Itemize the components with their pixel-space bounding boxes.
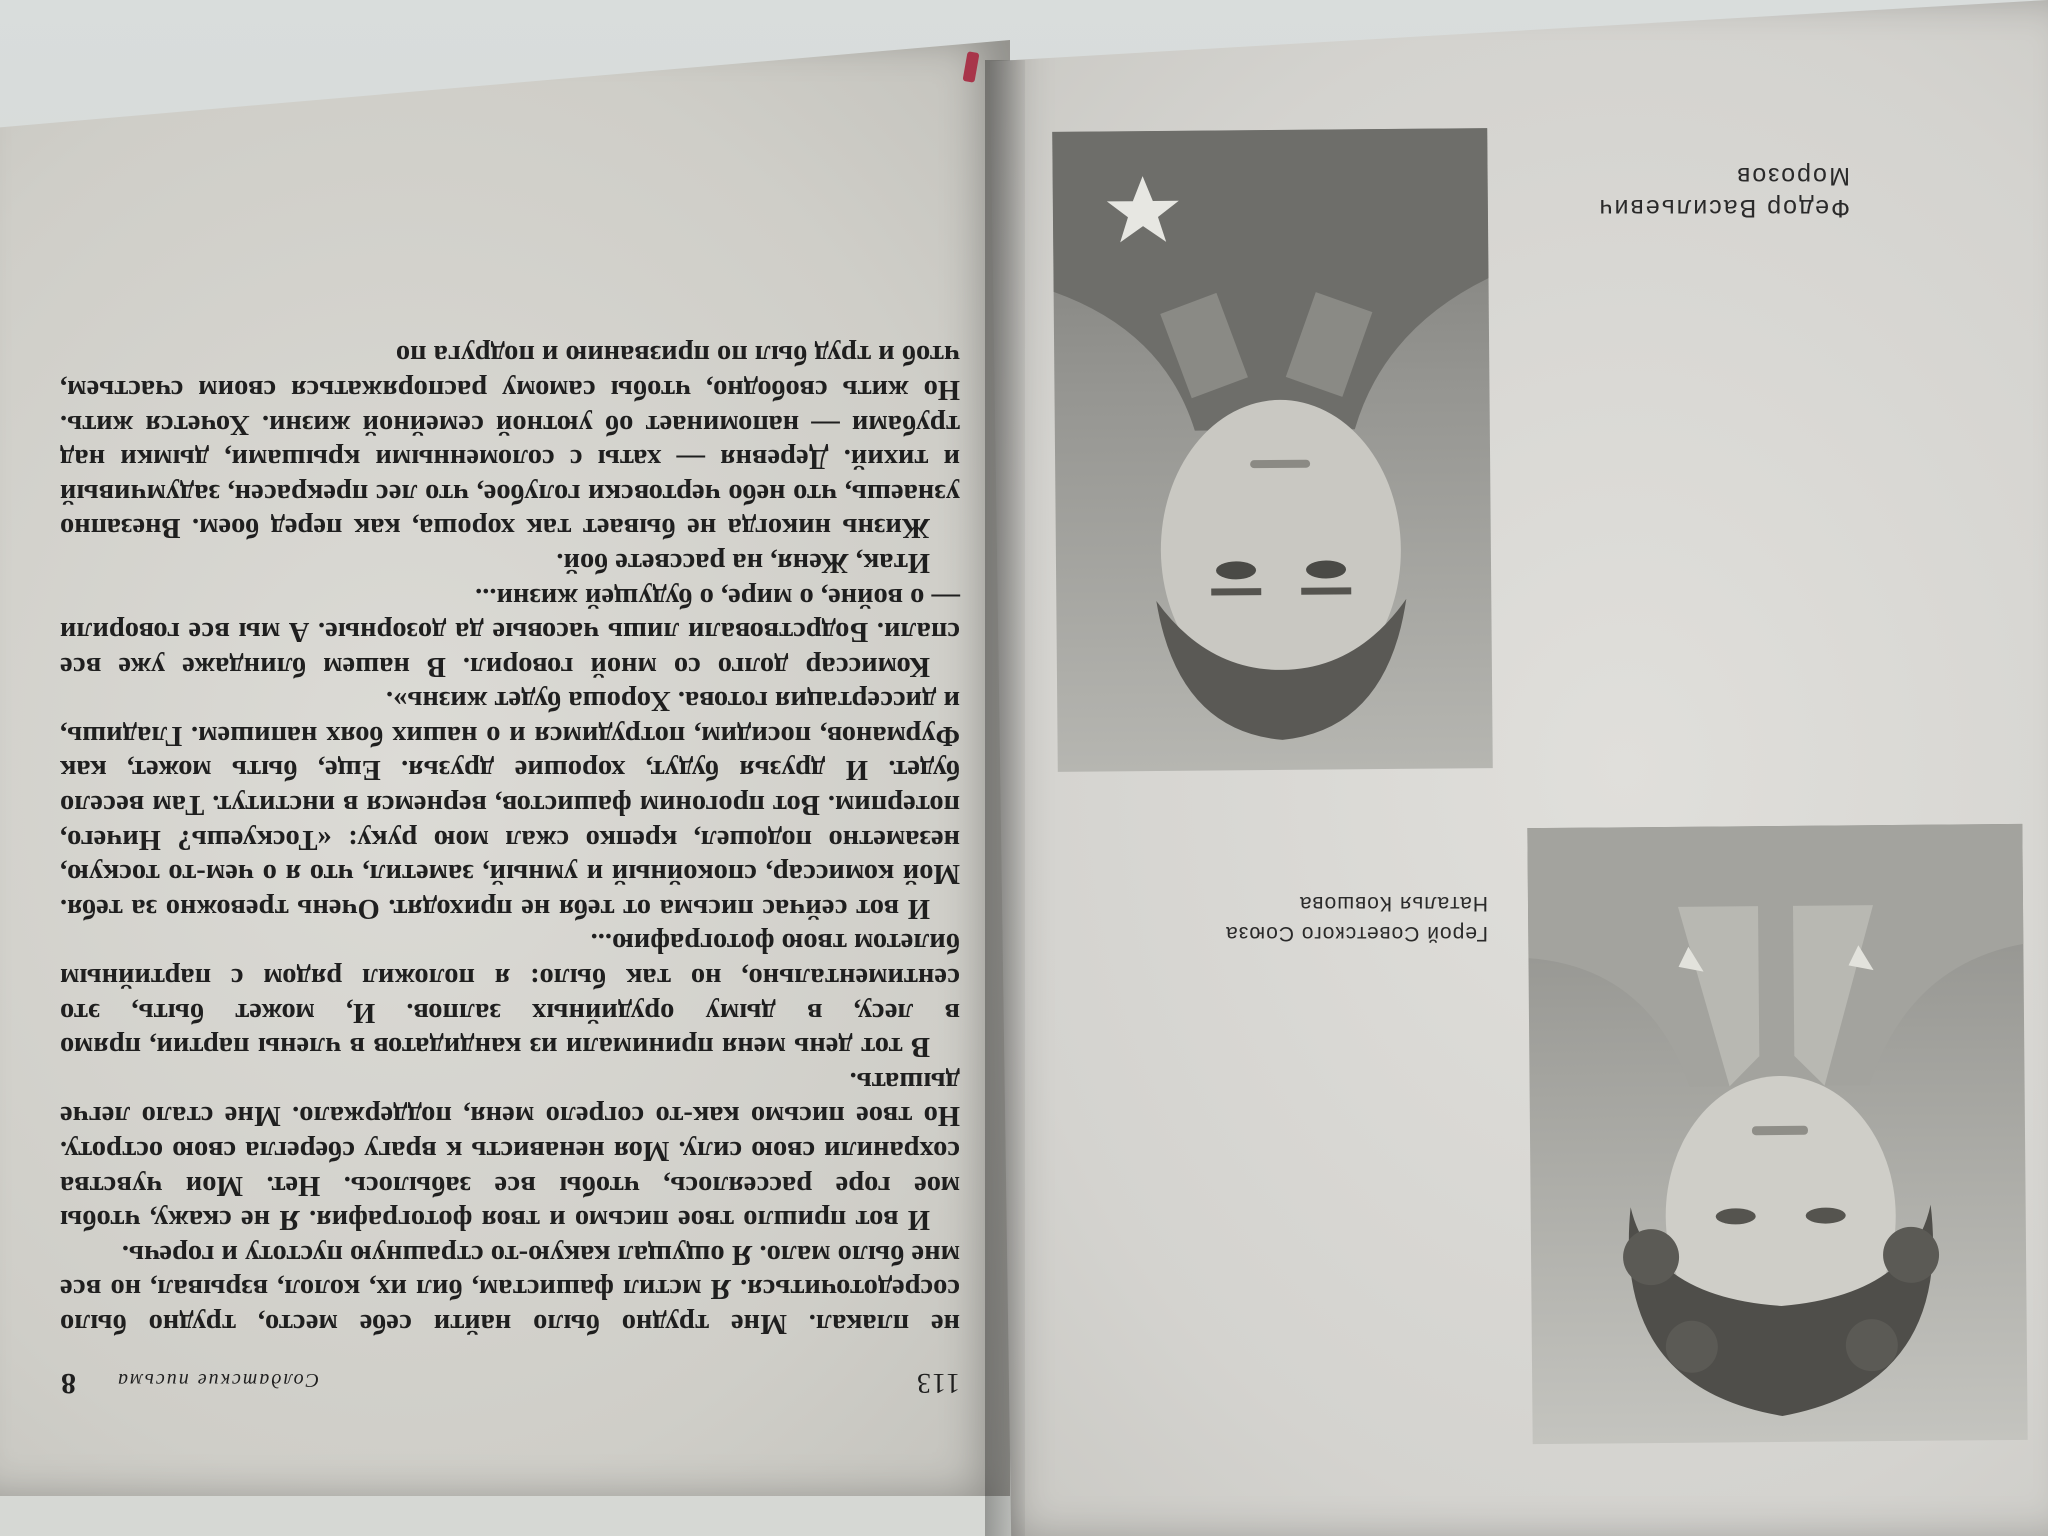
- chapter-number: 8: [60, 1367, 76, 1400]
- portrait-photo-kovshova: [1527, 824, 2027, 1444]
- caption-morozov: [1540, 160, 1850, 224]
- paragraph: Итак, Женя, на рассвете бой.: [556, 546, 930, 578]
- caption-line: Герой Советского Союза: [1225, 922, 1488, 945]
- paragraph: Комиссар долго со мной говорил. В нашем блиндаже уже все спали. Бодрствовали лишь часовые да дозорные. А мы все говорили — о войне, о мире, о будущей жизни...: [60, 581, 960, 682]
- paragraph: не плакал. Мне трудно было найти себе место, трудно было сосредоточиться. Я мстил фашистам, бил их, колол, взрывал, но все мне было мало. Я ощущал какую-то страшную пустоту и горечь.: [60, 1238, 960, 1339]
- caption-kovshova: [1148, 888, 1488, 948]
- portrait-silhouette: [1527, 824, 2027, 1444]
- paragraph: В тот день меня принимали из кандидатов в члены партии, прямо в лесу, в дыму орудийных залпов. И, может быть, это сентиментально, но так было: я положил рядом с партийным билетом твою фотографию...: [60, 927, 960, 1063]
- caption-line: Морозов: [1735, 162, 1850, 190]
- book-spine: [985, 60, 1025, 1536]
- left-page-text-block: [60, 220, 960, 1400]
- body-text: [60, 337, 960, 1340]
- running-title: Солдатские письма: [116, 1369, 320, 1391]
- portrait-photo-morozov: [1052, 128, 1493, 772]
- portrait-silhouette: [1052, 128, 1493, 772]
- paragraph: И вот сейчас письма от тебя не приходят. Очень тревожно за тебя. Мой комиссар, спокойный и умный, заметил, что я о чем-то тоскую, незаметно подошел, крепко сжал мою руку: «Тоскуешь? Ничего, потерпим. Вот прогоним фашистов, вернемся в институт. Там весело будет. И друзья будут, хорошие друзья. Еще, быть может, как Фурманов, посидим, потрудимся и о наших боях напишем. Гладишь, и диссертация готова. Хороша будет жизнь».: [60, 685, 960, 924]
- paragraph: Жизнь никогда не бывает так хороша, как перед боем. Внезапно узнаешь, что небо чертовски голубое, что лес прекрасен, задумчивый и тихий. Деревня — хаты с соломенными крышами, дымки над трубами — напоминает об уютной семейной жизни. Хочется жить. Но жить свободно, чтобы самому распоряжаться своим счастьем, чтоб и труд был по призванию и подруга по: [60, 339, 960, 544]
- caption-line: Наталья Ковшова: [1298, 892, 1488, 915]
- caption-line: Федор Васильевич: [1597, 194, 1850, 222]
- page-number: 113: [916, 1367, 960, 1398]
- running-head: [60, 1366, 960, 1400]
- paragraph: И вот пришло твое письмо и твоя фотография. Я не скажу, чтобы мое горе рассеялось, чтобы все забылось. Нет. Мои чувства сохранили свою силу. Моя ненависть к врагу сберегла свою остроту. Но твое письмо как-то согрело меня, поддержало. Мне стало легче дышать.: [60, 1065, 960, 1236]
